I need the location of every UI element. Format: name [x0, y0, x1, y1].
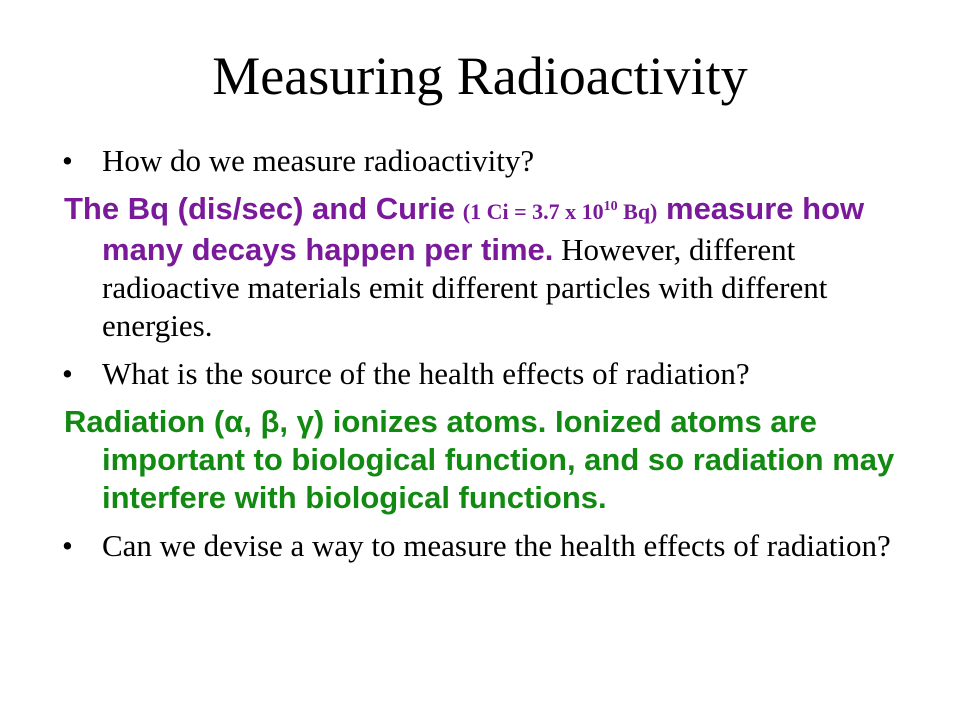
bullet-item-measure-question — [64, 142, 914, 180]
bq-curie-text: The Bq (dis/sec) and Curie — [64, 191, 456, 226]
bullet-item-devise-way — [64, 527, 914, 565]
slide-body — [64, 142, 914, 575]
bullet-icon: • — [62, 528, 73, 563]
bullet-icon: • — [62, 143, 73, 178]
bullet-text: Can we devise a way to measure the health effects of radiation? — [102, 528, 891, 563]
paragraph-radiation-ionizes: Radiation (α, β, γ) ionizes atoms. Ionized atoms are important to biological function, and so radiation may interfere with biological functions. — [64, 404, 895, 515]
paragraph-bq-curie — [64, 190, 914, 345]
bullet-item-health-source — [64, 355, 914, 393]
materials-energies-text: However, different radioactive materials emit different particles with different energies. — [102, 232, 828, 343]
curie-definition — [463, 199, 658, 224]
curie-exponent: 10 — [603, 199, 618, 214]
bullet-text: How do we measure radioactivity? — [102, 143, 535, 178]
slide-title: Measuring Radioactivity — [212, 46, 748, 106]
decays-per-time-text: measure how many decays happen per time. — [102, 191, 865, 267]
bullet-text: What is the source of the health effects of radiation? — [102, 356, 750, 391]
curie-definition-unit: Bq) — [617, 199, 658, 224]
bullet-icon: • — [62, 356, 73, 391]
curie-definition-base: (1 Ci = 3.7 x 10 — [462, 199, 604, 224]
